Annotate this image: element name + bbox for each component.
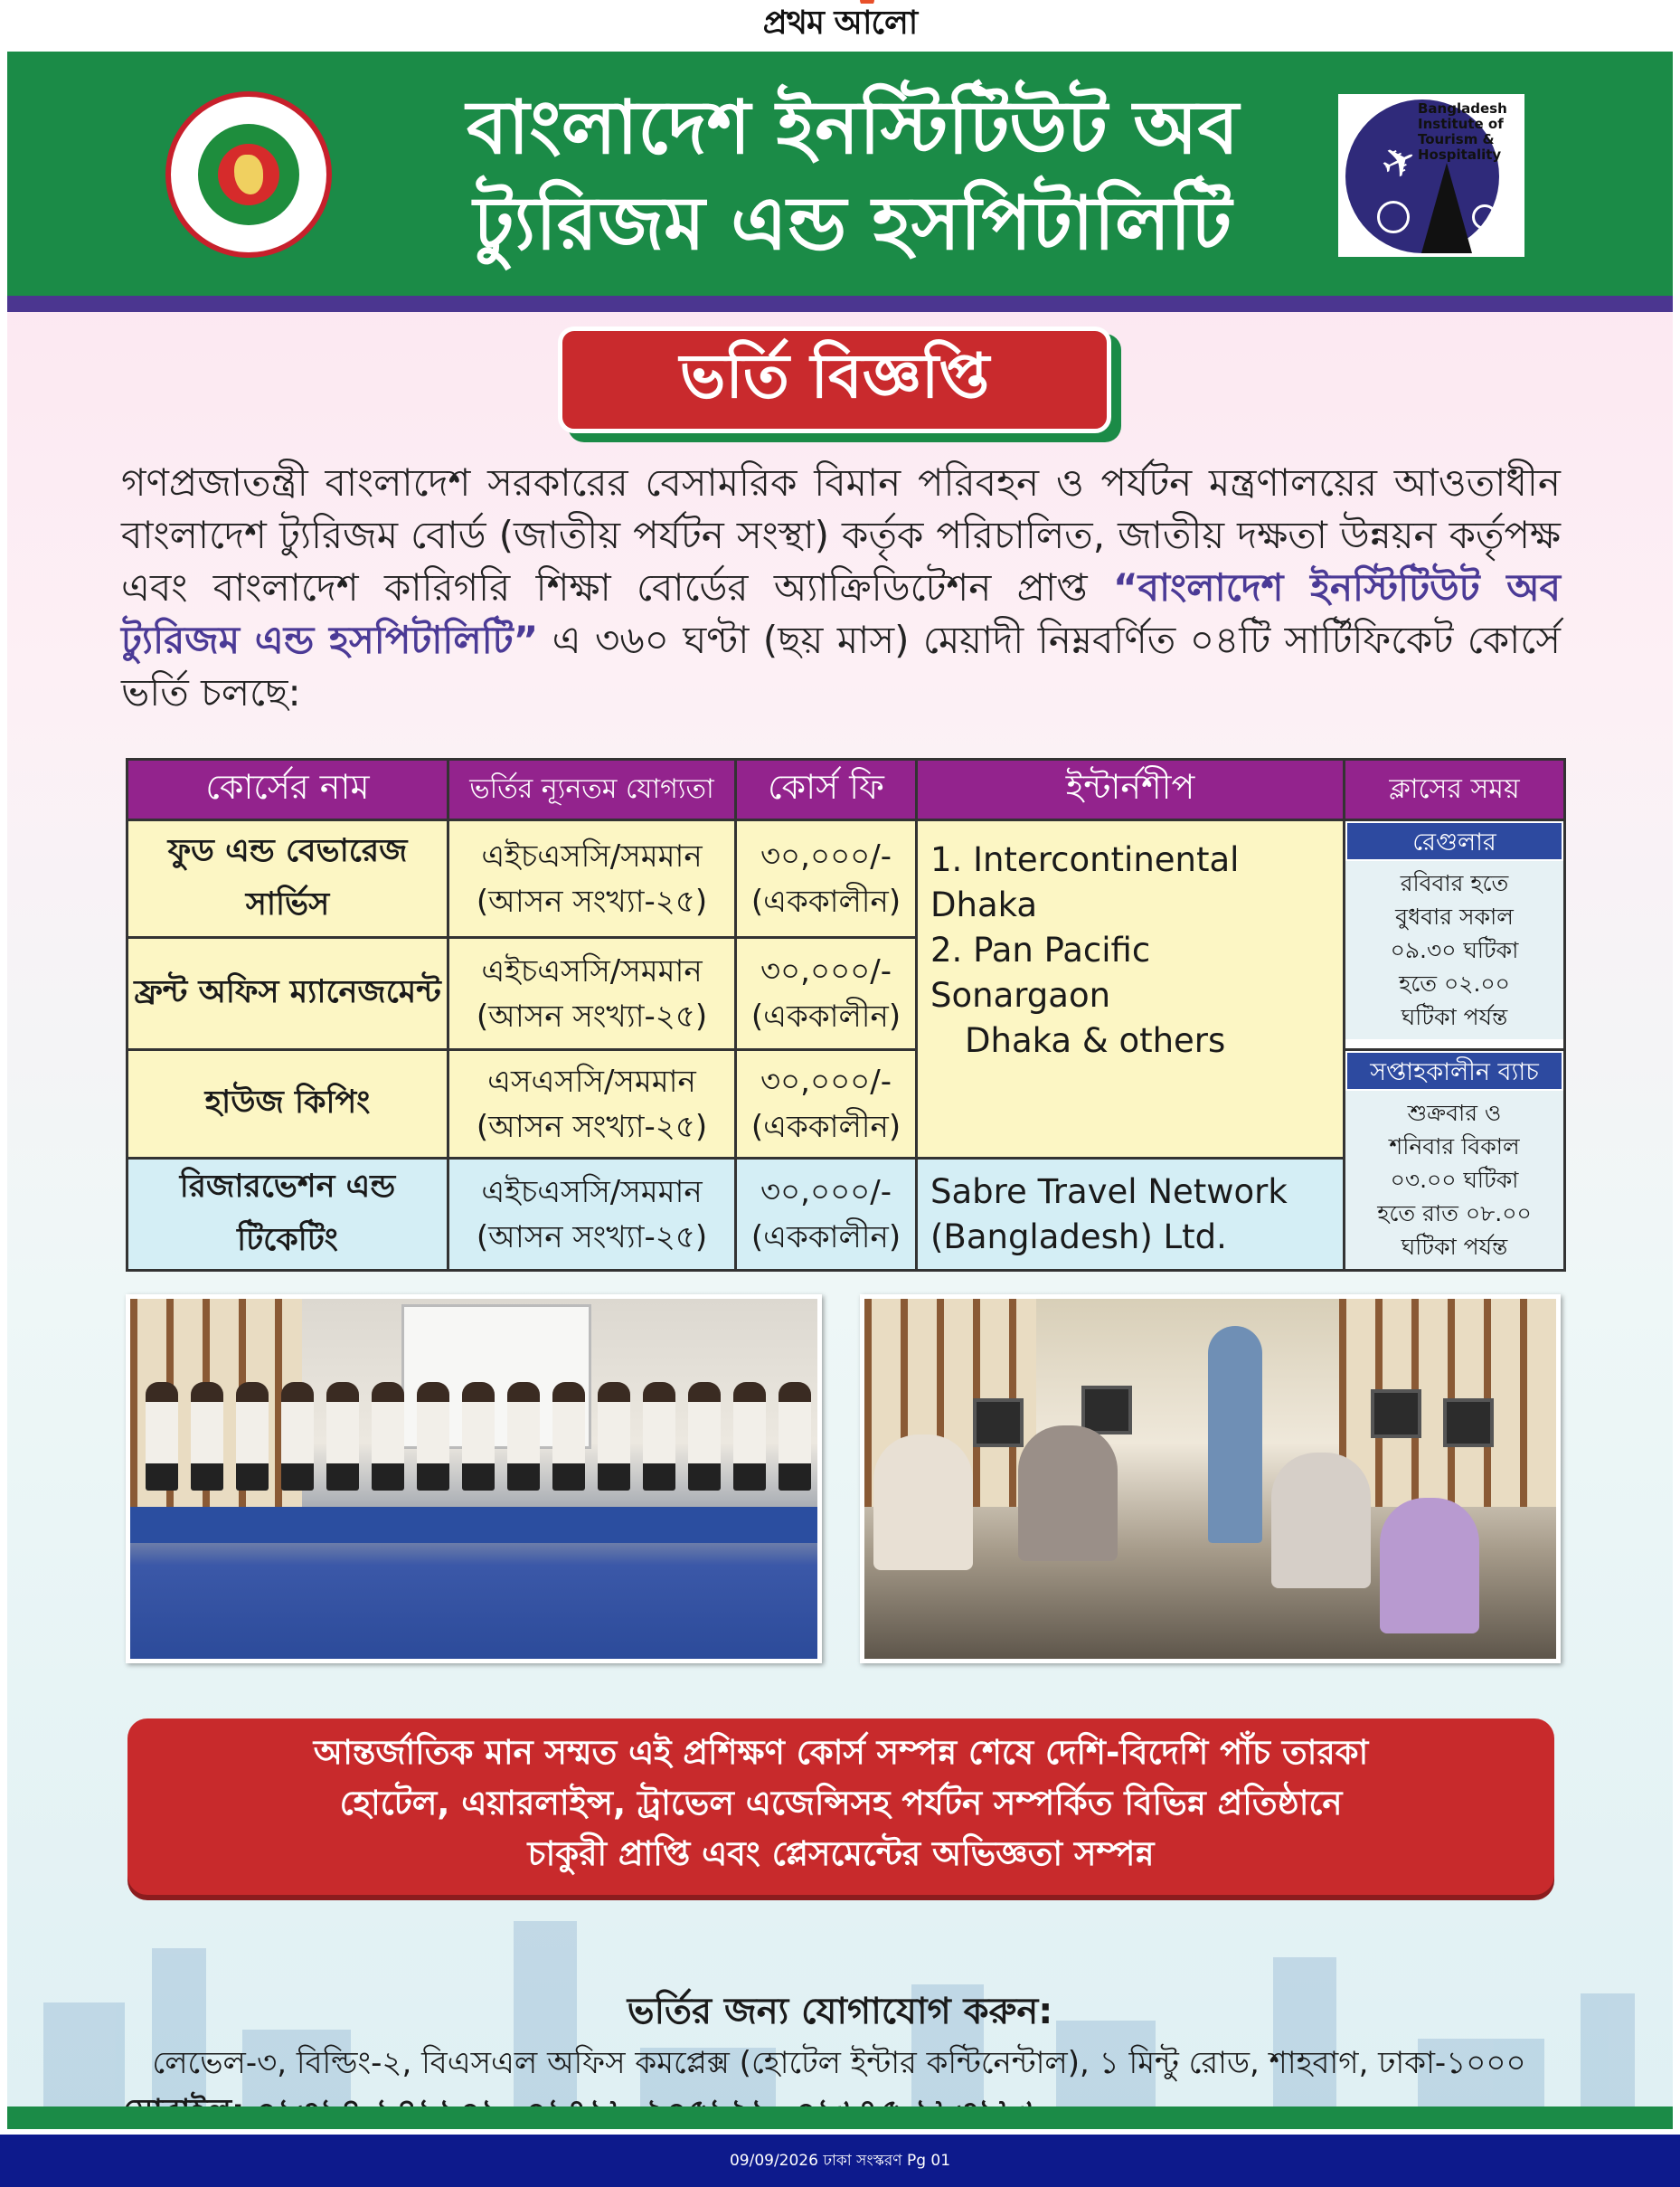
dish-icon [1472,204,1497,230]
contact-title: ভর্তির জন্য যোগাযোগ করুন: [627,1991,1053,2032]
header-internship: ইন্টার্নশীপ [917,760,1345,820]
class-time-regular: রেগুলার রবিবার হতে বুধবার সকাল ০৯.৩০ ঘটিকা হতে ০২.০০ ঘটিকা পর্যন্ত [1345,820,1565,1050]
course-name: রিজারভেশন এন্ড টিকেটিং [127,1159,448,1271]
prothom-alo-logo: প্রথম আলো [763,0,917,52]
sun-icon [852,0,882,4]
intro-paragraph: গণপ্রজাতন্ত্রী বাংলাদেশ সরকারের বেসামরিক বিমান পরিবহন ও পর্যটন মন্ত্রণালয়ের আওতাধীন বাংলাদেশ ট্যুরিজম বোর্ড (জাতীয় পর্যটন সংস্থা) কর্তৃক পরিচালিত, জাতীয় দক্ষতা উন্নয়ন কর্তৃপক্ষ এবং বাংলাদেশ কারিগরি শিক্ষা বোর্ডের অ্যাক্রিডিটেশন প্রাপ্ত “বাংলাদেশ ইনস্টিটিউট অব ট্যুরিজম এন্ড হসপিটালিটি” এ ৩৬০ ঘণ্টা (ছয় মাস) মেয়াদী নিম্নবর্ণিত ০৪টি সার্টিফিকেট কোর্সে ভর্তি চলছে: [121,460,1561,715]
computer-lab-photo [860,1294,1561,1663]
course-qualification: এসএসসি/সমমান (আসন সংখ্যা-২৫) [448,1050,736,1159]
table-row [127,1050,1565,1159]
course-fee: ৩০,০০০/- (এককালীন) [736,938,917,1050]
bith-logo-text: Bangladesh Institute of Tourism & Hospitality [1418,100,1507,163]
contact-address: লেভেল-৩, বিল্ডিং-২, বিএসএল অফিস কমপ্লেক্স (হোটেল ইন্টার কন্টিনেন্টাল), ১ মিন্টু রোড, শাহবাগ, ঢাকা-১০০০ [152,2045,1526,2081]
class-time-weekend: সপ্তাহকালীন ব্যাচ শুক্রবার ও শনিবার বিকাল ০৩.০০ ঘটিকা হতে রাত ০৮.০০ ঘটিকা পর্যন্ত [1345,1050,1565,1271]
page-footer: 09/09/2026 ঢাকা সংস্করণ Pg 01 [0,2135,1680,2187]
course-fee: ৩০,০০০/- (এককালীন) [736,820,917,938]
monument-icon [1421,163,1472,253]
header-divider [7,296,1673,312]
course-name: ফ্রন্ট অফিস ম্যানেজমেন্ট [127,938,448,1050]
bith-logo [1338,94,1524,257]
course-qualification: এইচএসসি/সমমান (আসন সংখ্যা-২৫) [448,1159,736,1271]
placement-banner: আন্তর্জাতিক মান সম্মত এই প্রশিক্ষণ কোর্স সম্পন্ন শেষে দেশি-বিদেশি পাঁচ তারকা হোটেল, এয়ারলাইন্স, ট্রাভেল এজেন্সিসহ পর্যটন সম্পর্কিত বিভিন্ন প্রতিষ্ঠানে চাকুরী প্রাপ্তি এবং প্লেসমেন্টের অভিজ্ঞতা সম্পন্ন [127,1718,1554,1895]
institute-title-line1: বাংলাদেশ ইনস্টিটিউট অব [466,85,1240,171]
regular-batch-label: রেগুলার [1345,821,1563,861]
course-fee: ৩০,০০০/- (এককালীন) [736,1050,917,1159]
institute-title-line2: ট্যুরিজম এন্ড হসপিটালিটি [473,181,1232,267]
admission-advertisement [7,52,1673,2129]
table-row [127,820,1565,938]
header-course-name: কোর্সের নাম [127,760,448,820]
footer-green-strip [7,2107,1673,2129]
government-seal-icon [165,91,332,258]
course-name: ফুড এন্ড বেভারেজ সার্ভিস [127,820,448,938]
course-qualification: এইচএসসি/সমমান (আসন সংখ্যা-২৫) [448,820,736,938]
institute-title [378,80,1327,272]
institute-header [7,52,1673,296]
course-fee: ৩০,০০০/- (এককালীন) [736,1159,917,1271]
weekend-batch-label: সপ্তাহকালীন ব্যাচ [1345,1051,1563,1091]
table-header-row [127,760,1565,820]
group-photo [126,1294,822,1663]
newspaper-masthead [0,0,1680,51]
admission-notice-title: ভর্তি বিজ্ঞপ্তি [558,327,1111,433]
internship-hotels: 1. Intercontinental Dhaka 2. Pan Pacific Sonargaon Dhaka & others [917,820,1345,1159]
header-fee: কোর্স ফি [736,760,917,820]
course-name: হাউজ কিপিং [127,1050,448,1159]
course-qualification: এইচএসসি/সমমান (আসন সংখ্যা-২৫) [448,938,736,1050]
internship-sabre: Sabre Travel Network (Bangladesh) Ltd. [917,1159,1345,1271]
globe-icon [1377,201,1410,233]
course-table [126,758,1566,1272]
header-qualification: ভর্তির ন্যূনতম যোগ্যতা [448,760,736,820]
airplane-icon: ✈ [1373,132,1426,192]
institute-name-quote: “বাংলাদেশ ইনস্টিটিউট অব ট্যুরিজম এন্ড হসপিটালিটি” [121,565,1561,662]
header-class-time: ক্লাসের সময় [1345,760,1565,820]
